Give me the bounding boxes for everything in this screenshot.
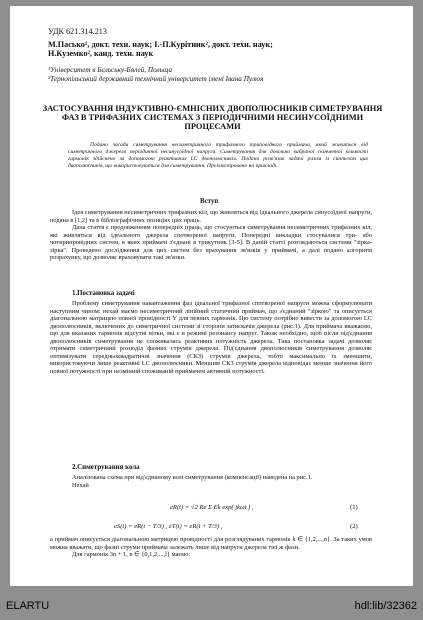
after-equations-text: а приймач описується діагональною матрицею провідності для розглядуваних гармонік k ∈ {1,2,...,n}. За таких умов можна вважати, що фазні струми приймача залежать лише від напруги джерела тієї ж фази. — [50, 536, 372, 551]
intro-paragraph-1: Ідея симетрування несиметричних трифазних кіл, що живляться від ідеального джерела синусоїдної напруги, подана в [1,2] та в бібліографічних позиціях цих праць. — [50, 209, 372, 224]
intro-paragraph-2: Дана стаття є продовженням попередніх праць, що стосуються симетрування несиметричних трифазних кіл, які живляться від ідеального джерела спотвореної напруги. Попередні викладки стосувалися три- або чотирипровідних систем, в яких приймачі з'єднані в трикутник [3-5]. В даній статті розглядаються системи "зірка-зірка". Проведено дослідження для цих систем без врахування зв'язків у приймачі, а далі подано алгоритм розрахунку, що дозволяє враховувати такі зв'язки. — [50, 224, 372, 261]
authors-block — [48, 40, 398, 58]
equation-2: eS(t) = eR(t − T/3) , eT(t) = eR(t + T/3) , — [114, 523, 223, 530]
footer-right-handle[interactable]: hdl:lib/32362 — [354, 600, 417, 612]
intro-heading: Вступ — [200, 198, 219, 205]
equation-2-number: (2) — [350, 523, 358, 530]
affiliation-2: ²Тернопільський державний технічний університет імені Івана Пулюя — [48, 74, 264, 83]
problem-paragraph: Проблему симетрування навантаження фаз ідеальної трифазної спотвореної напруги можна сформулювати наступним чином: нехай маємо несиметричний лінійний статичний приймач, що з'єднаний "зіркою" та описується діагональною матрицею повної провідності Y для певних гармонік. Цю систему потрібно вивести за допомогою LC двополюсників, включених до симетричної системи зі сторони затискачів джерела (рис.1). Для приймача вважаємо, що для вказаних гармонік відсутні вітки, які є в режимі резонансу напруг. Також необхідно, щоб після під'єднання двополюсників симетрування не споживалась реактивна потужність джерела. Така постановка задачі дозволяє отримати симетричний розподіл фазних струмів джерела. Під'єднання двополюсників симетрування дозволяє оптимізувати середньоквадратичні значення (СКЗ) струмів джерела, тобто максимально їх зменшити, використовуючи лише реактивні LC двополюсники. Меншим СКЗ струмів джерела відповідає менше значення його повної потужності при незмінній споживаній приймачем активній потужності. — [50, 300, 372, 375]
document-page — [10, 6, 413, 586]
authors-line-2: Н.Куземко², канд. техн. наук — [48, 49, 154, 58]
affiliations-block — [48, 66, 398, 83]
paper-title: ЗАСТОСУВАННЯ ІНДУКТИВНО-ЄМНІСНИХ ДВОПОЛЮСНИКІВ СИМЕТРУВАННЯ ФАЗ В ТРИФАЗНИХ СИСТЕМАХ З ПЕРІОДИЧНИМИ НЕСИНУСОЇДНИМИ ПРОЦЕСАМИ — [42, 104, 383, 132]
intro-section — [50, 209, 372, 262]
scheme-paragraph-1: Аналізована схема при від'єднаному колі симетрування (компенсації) наведена на рис.1. — [72, 474, 313, 481]
authors-line-1: М.Пaсько¹, докт. техн. наук; І.-П.Курітник², докт. техн. наук; — [48, 40, 273, 49]
equation-1: eR(t) = √2 Re Σ Ek exp( jkωt ) , — [170, 504, 254, 511]
abstract — [68, 142, 368, 170]
problem-section — [50, 300, 372, 375]
scheme-heading: 2.Симетрування кола — [72, 464, 140, 471]
udk-code: УДК 621.314.213 — [48, 27, 107, 36]
harmonics-line: Для гармонік 3n + 1, n ∈ {0,1,2,...,l} маємо: — [72, 551, 191, 558]
affiliation-1: ¹Університет в Бєльську-Бялей, Польща — [48, 66, 173, 74]
scheme-paragraph-2: Нехай — [72, 481, 89, 489]
footer-left-label: ELARTU — [6, 600, 50, 612]
problem-heading: 1.Постановка задачі — [72, 290, 135, 297]
equation-1-number: (1) — [350, 504, 358, 511]
scheme-section — [50, 474, 372, 489]
abstract-text: Подано засади симетрування несиметричного трифазного триповідного приймача, який живиться від симетричного джерела періодичної несинусоїдної напруги. Симетрування для довільно вибраної скінченної кількості гармонік здійснено за допомогою реактивних LC двополюсників. Подано розв'язок задачі разом із синтезом цих двополюсників, що використовуються для симетрування. Проілюстровано на прикладі. — [68, 142, 368, 169]
after-equations — [50, 536, 372, 559]
